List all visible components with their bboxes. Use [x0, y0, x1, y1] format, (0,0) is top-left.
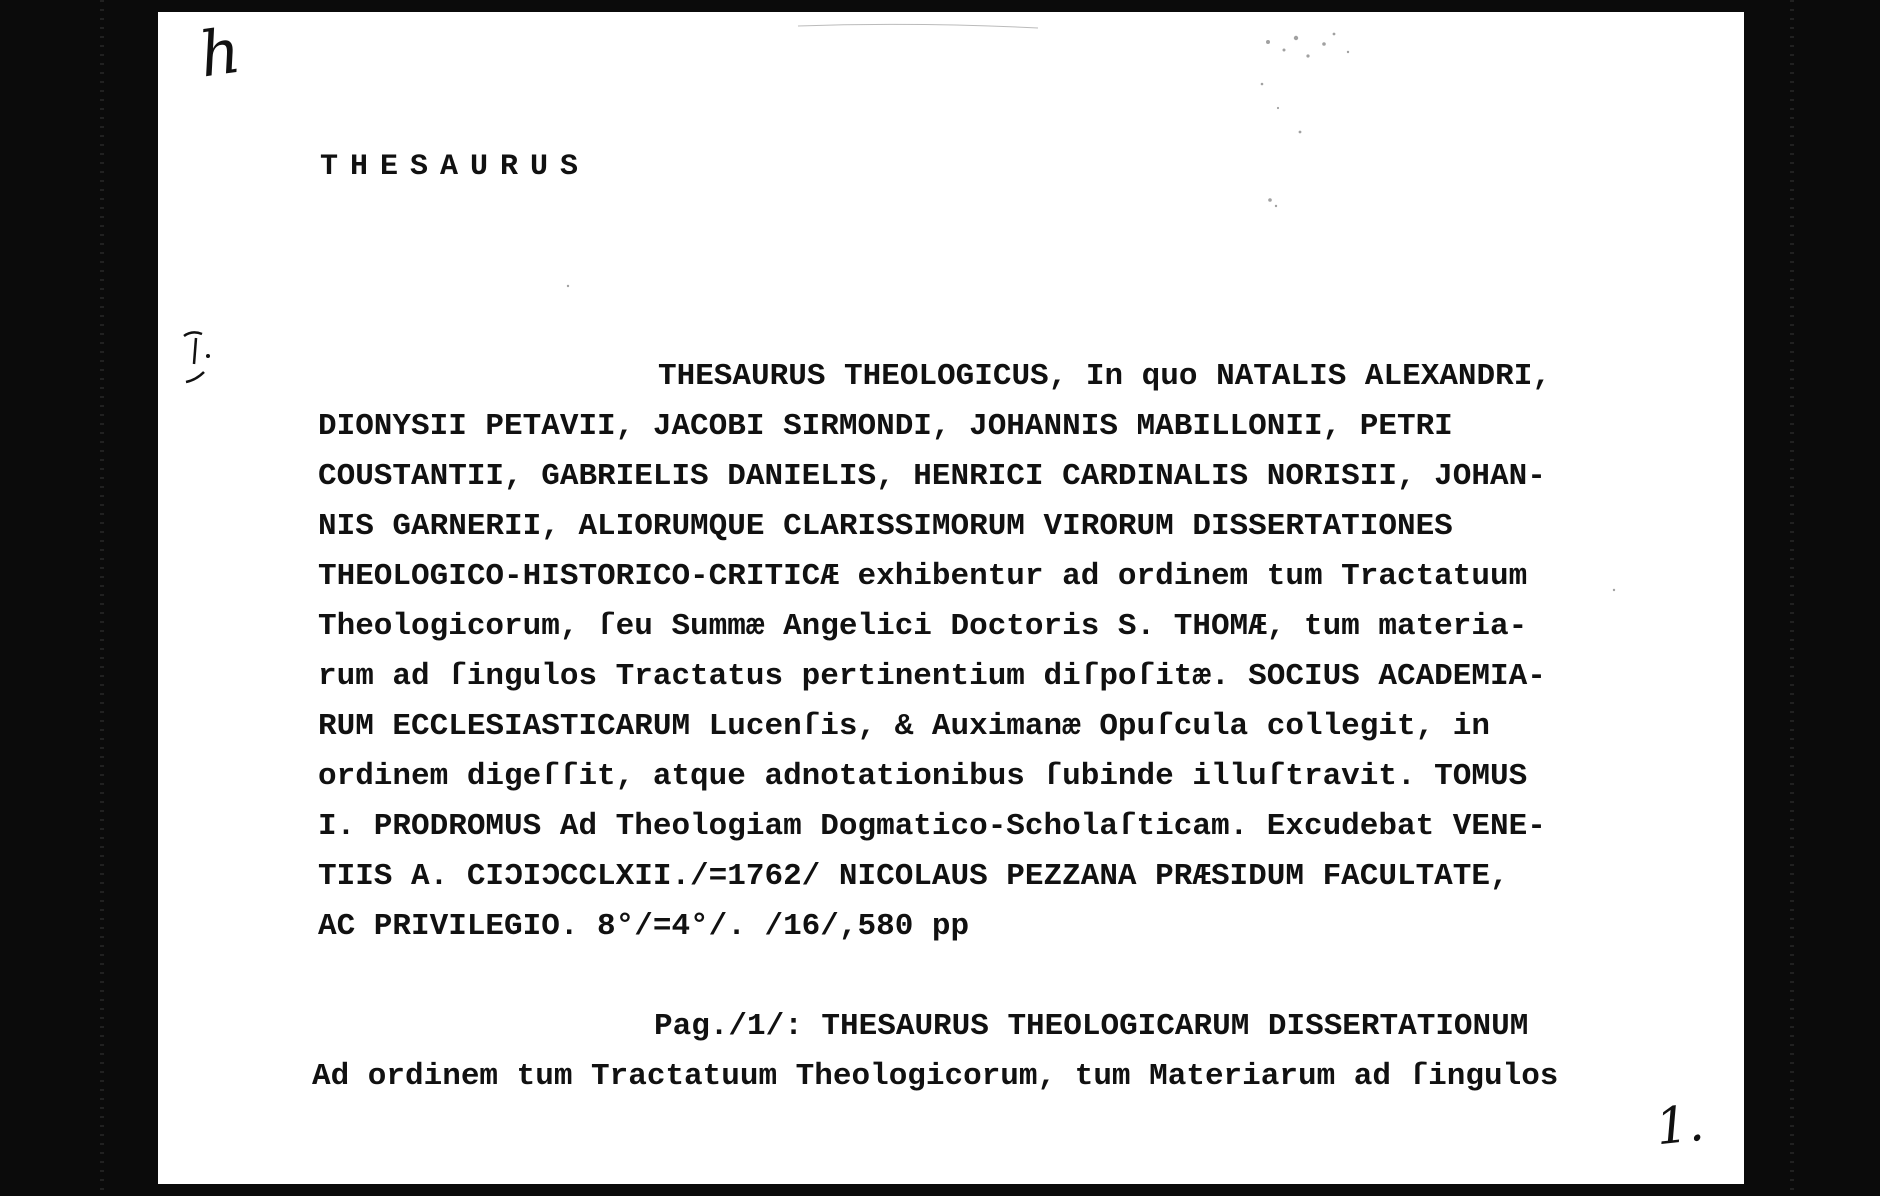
document-page: [158, 12, 1744, 1184]
entry-line: THEOLOGICO-HISTORICO-CRITICÆ exhibentur ad ordinem tum Tractatuum: [318, 559, 1528, 594]
entry-line: Theologicorum, ſeu Summæ Angelici Doctoris S. THOMÆ, tum materia-: [318, 609, 1528, 644]
handwritten-corner-mark: h: [195, 13, 245, 92]
scanner-edge-left: [100, 0, 104, 1196]
page-ref-line: Pag./1/: THESAURUS THEOLOGICARUM DISSERTATIONUM: [654, 1009, 1529, 1044]
entry-line: I. PRODROMUS Ad Theologiam Dogmatico-Scholaſticam. Excudebat VENE-: [318, 809, 1546, 844]
handwritten-roman-numeral-mark: [180, 310, 216, 392]
entry-line: NIS GARNERII, ALIORUMQUE CLARISSIMORUM VIRORUM DISSERTATIONES: [318, 509, 1453, 544]
page-ref-line: Ad ordinem tum Tractatuum Theologicorum, tum Materiarum ad ſingulos: [312, 1059, 1559, 1094]
catalog-entry: [318, 352, 1658, 952]
entry-line: COUSTANTII, GABRIELIS DANIELIS, HENRICI CARDINALIS NORISII, JOHAN-: [318, 459, 1546, 494]
entry-line: AC PRIVILEGIO. 8°/=4°/. /16/,580 pp: [318, 909, 970, 944]
section-heading: THESAURUS: [320, 150, 591, 184]
handwritten-page-number: 1.: [1653, 1093, 1707, 1157]
entry-line: RUM ECCLESIASTICARUM Lucenſis, & Auximanæ Opuſcula collegit, in: [318, 709, 1490, 744]
scanner-edge-right: [1790, 0, 1794, 1196]
entry-line: ordinem digeſſit, atque adnotationibus ſubinde illuſtravit. TOMUS: [318, 759, 1528, 794]
entry-line: THESAURUS THEOLOGICUS, In quo NATALIS ALEXANDRI,: [658, 359, 1551, 394]
entry-line: TIIS A. CIƆIƆCCLXII./=1762/ NICOLAUS PEZZANA PRÆSIDUM FACULTATE,: [318, 859, 1509, 894]
entry-line: rum ad ſingulos Tractatus pertinentium diſpoſitæ. SOCIUS ACADEMIA-: [318, 659, 1546, 694]
entry-line: DIONYSII PETAVII, JACOBI SIRMONDI, JOHANNIS MABILLONII, PETRI: [318, 409, 1453, 444]
page-reference: [312, 1002, 1652, 1102]
